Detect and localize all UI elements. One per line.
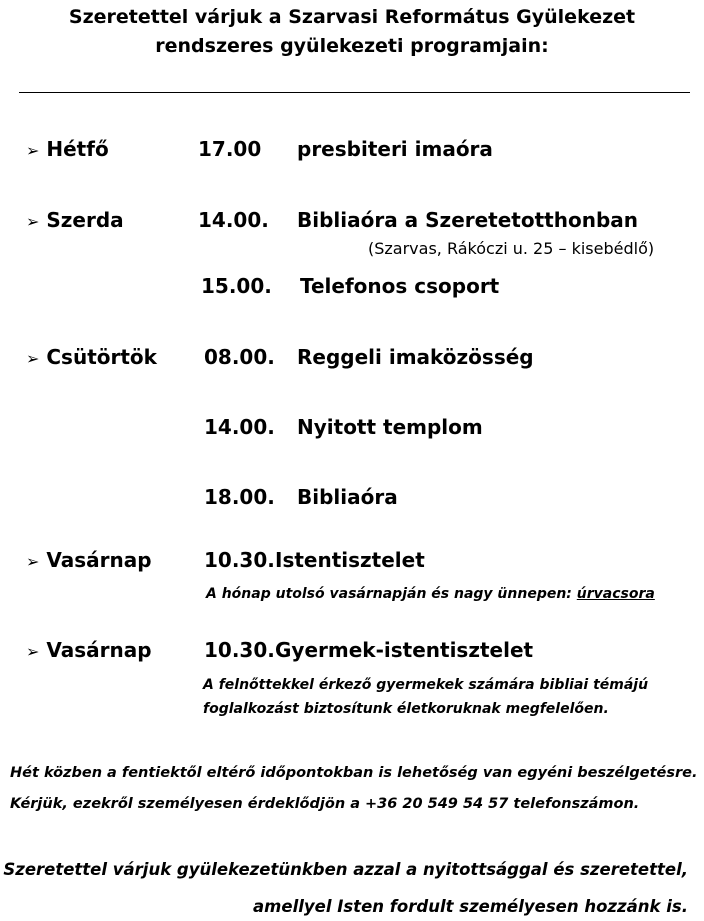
note-text: A hónap utolsó vasárnapján és nagy ünnepen: (206, 586, 577, 602)
time-thursday-1: 08.00. (204, 345, 275, 369)
note-underlined-word: úrvacsora (576, 586, 655, 602)
arrow-bullet-icon: ➢ (26, 349, 40, 368)
schedule-day-wednesday (26, 208, 124, 232)
day-label: Vasárnap (46, 638, 152, 662)
location-wednesday-1: (Szarvas, Rákóczi u. 25 – kisebédlő) (368, 239, 655, 258)
event-thursday-1: Reggeli imaközösség (297, 345, 534, 369)
footer-line1: Hét közben a fentiektől eltérő időpontokban is lehetőség van egyéni beszélgetésre. (10, 765, 698, 781)
closing-line2: amellyel Isten fordult személyesen hozzánk is. (253, 897, 688, 916)
day-label: Szerda (46, 208, 124, 232)
note-sunday-2-line1: A felnőttekkel érkező gyermekek számára bibliai témájú (203, 677, 649, 693)
time-wednesday-1: 14.00. (198, 208, 269, 232)
event-sunday-2: Gyermek-istentisztelet (275, 638, 534, 662)
closing-line1: Szeretettel várjuk gyülekezetünkben azzal a nyitottsággal és szeretettel, (3, 860, 688, 879)
arrow-bullet-icon: ➢ (26, 642, 40, 661)
event-monday: presbiteri imaóra (297, 137, 493, 161)
header-title-line2: rendszeres gyülekezeti programjain: (155, 35, 549, 57)
time-wednesday-2: 15.00. (201, 274, 272, 298)
arrow-bullet-icon: ➢ (26, 141, 40, 160)
arrow-bullet-icon: ➢ (26, 212, 40, 231)
event-thursday-2: Nyitott templom (297, 415, 483, 439)
schedule-day-sunday-1 (26, 548, 152, 572)
time-monday: 17.00 (198, 137, 262, 161)
schedule-day-sunday-2 (26, 638, 152, 662)
time-thursday-3: 18.00. (204, 485, 275, 509)
time-thursday-2: 14.00. (204, 415, 275, 439)
event-wednesday-1: Bibliaóra a Szeretetotthonban (297, 208, 638, 232)
day-label: Csütörtök (46, 345, 157, 369)
note-sunday-1 (206, 586, 655, 602)
divider (19, 92, 690, 93)
event-sunday-1: Istentisztelet (275, 548, 425, 572)
day-label: Vasárnap (46, 548, 152, 572)
time-sunday-1: 10.30. (204, 548, 275, 572)
event-thursday-3: Bibliaóra (297, 485, 398, 509)
event-wednesday-2: Telefonos csoport (300, 274, 500, 298)
arrow-bullet-icon: ➢ (26, 552, 40, 571)
schedule-day-monday (26, 137, 109, 161)
time-sunday-2: 10.30. (204, 638, 275, 662)
schedule-day-thursday (26, 345, 157, 369)
note-sunday-2-line2: foglalkozást biztosítunk életkoruknak megfelelően. (203, 701, 609, 717)
day-label: Hétfő (46, 137, 109, 161)
header-title-line1: Szeretettel várjuk a Szarvasi Református Gyülekezet (68, 6, 636, 28)
footer-line2: Kérjük, ezekről személyesen érdeklődjön a +36 20 549 54 57 telefonszámon. (10, 796, 640, 812)
